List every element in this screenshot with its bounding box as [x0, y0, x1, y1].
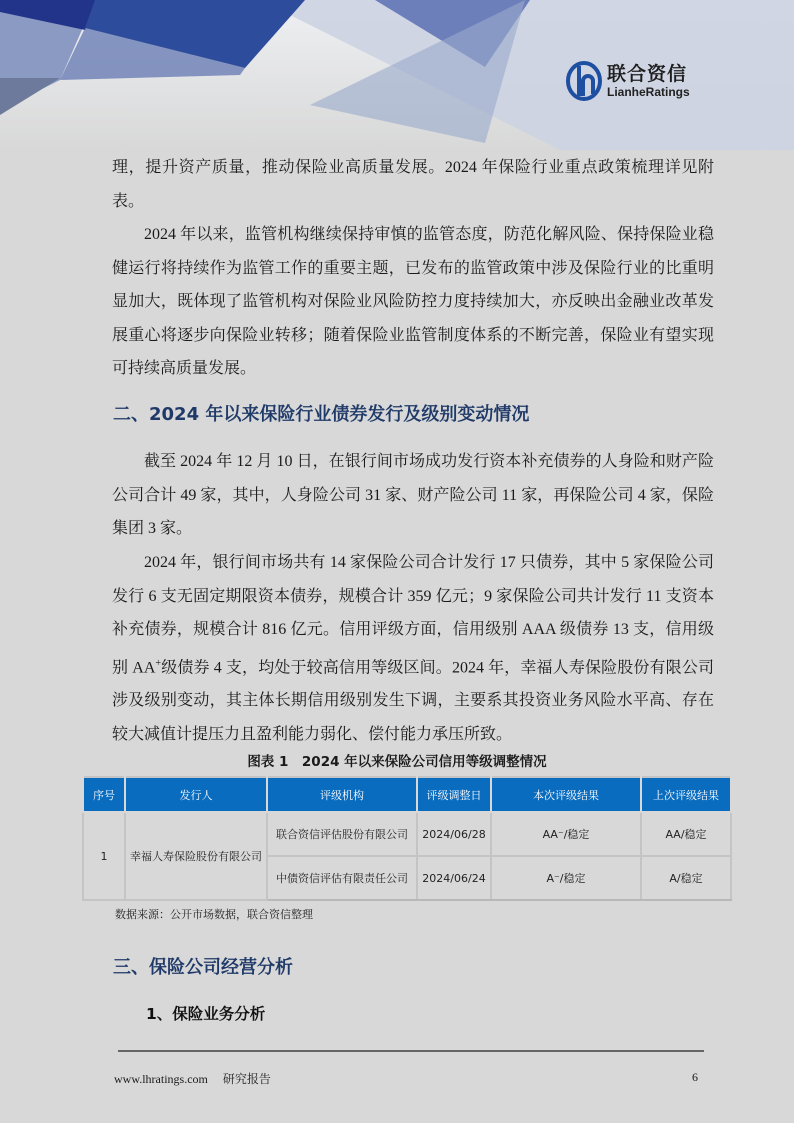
cell-agency: 联合资信评估股份有限公司 [267, 812, 417, 856]
col-header-no: 序号 [83, 777, 125, 812]
subsection-heading-1: 1、保险业务分析 [146, 1005, 266, 1023]
company-logo [566, 61, 690, 101]
paragraph-policy-summary [112, 151, 714, 218]
footer-divider [118, 1050, 704, 1052]
footer-doc-type: 研究报告 [222, 1072, 271, 1086]
col-header-issuer: 发行人 [125, 777, 267, 812]
cell-date: 2024/06/28 [417, 812, 491, 856]
col-header-date: 评级调整日 [417, 777, 491, 812]
table-source-note: 数据来源：公开市场数据，联合资信整理 [115, 908, 313, 921]
body-paragraph: 2024 年以来，监管机构继续保持审慎的监管态度，防范化解风险、保持保险业稳健运行将持续作为监管工作的重要主题，已发布的监管政策中涉及保险行业的比重明显加大，既体现了监管机构对保险业风险防控力度持续加大，亦反映出金融业改革发展重心将逐步向保险业转移；随着保险业监管制度体系的不断完善，保险业有望实现可持续高质量发展。 [112, 226, 714, 377]
cell-agency: 中债资信评估有限责任公司 [267, 856, 417, 900]
cell-no: 1 [83, 812, 125, 900]
section-heading-3: 三、保险公司经营分析 [113, 957, 293, 978]
body-paragraph: 2024 年，银行间市场共有 14 家保险公司合计发行 17 只债券，其中 5 家保险公司发行 6 支无固定期限资本债券，规模合计 359 亿元；9 家保险公司共计发行 11 支资本补充债券，规模合计 816 亿元。信用评级方面，信用级别 AAA 级债券 13 支，信用级别 AA+级债券 4 支，均处于较高信用等级区间。2024 年，幸福人寿保险股份有限公司涉及级别变动，其主体长期信用级别发生下调，主要系其投资业务风险水平高、存在较大减值计提压力且盈利能力弱化、偿付能力承压所致。 [112, 554, 714, 743]
cell-previous-rating: AA/稳定 [641, 812, 731, 856]
col-header-previous-rating: 上次评级结果 [641, 777, 731, 812]
footer-website-link[interactable]: www.lhratings.com [114, 1072, 208, 1086]
table-row [83, 812, 731, 856]
col-header-current-rating: 本次评级结果 [491, 777, 641, 812]
cell-previous-rating: A/稳定 [641, 856, 731, 900]
cell-current-rating: AA⁻/稳定 [491, 812, 641, 856]
lianhe-logo-icon [566, 61, 602, 101]
body-paragraph: 理，提升资产质量，推动保险业高质量发展。2024 年保险行业重点政策梳理详见附表。 [112, 159, 714, 210]
table-caption: 图表 1 2024 年以来保险公司信用等级调整情况 [247, 754, 547, 770]
body-paragraph: 截至 2024 年 12 月 10 日，在银行间市场成功发行资本补充债券的人身险和财产险公司合计 49 家，其中，人身险公司 31 家、财产险公司 11 家，再保险公司 4 家，保险集团 3 家。 [112, 453, 714, 537]
cell-current-rating: A⁻/稳定 [491, 856, 641, 900]
paragraph-regulation [112, 218, 714, 386]
cell-issuer: 幸福人寿保险股份有限公司 [125, 812, 267, 900]
page-number: 6 [692, 1070, 698, 1084]
section-heading-2: 二、2024 年以来保险行业债券发行及级别变动情况 [113, 404, 530, 425]
table-header-row [83, 777, 731, 812]
rating-adjustment-table [82, 776, 732, 901]
col-header-agency: 评级机构 [267, 777, 417, 812]
brand-name-en: LianheRatings [607, 85, 690, 99]
cell-date: 2024/06/24 [417, 856, 491, 900]
brand-name-cn: 联合资信 [607, 63, 688, 85]
footer-left [114, 1070, 271, 1087]
